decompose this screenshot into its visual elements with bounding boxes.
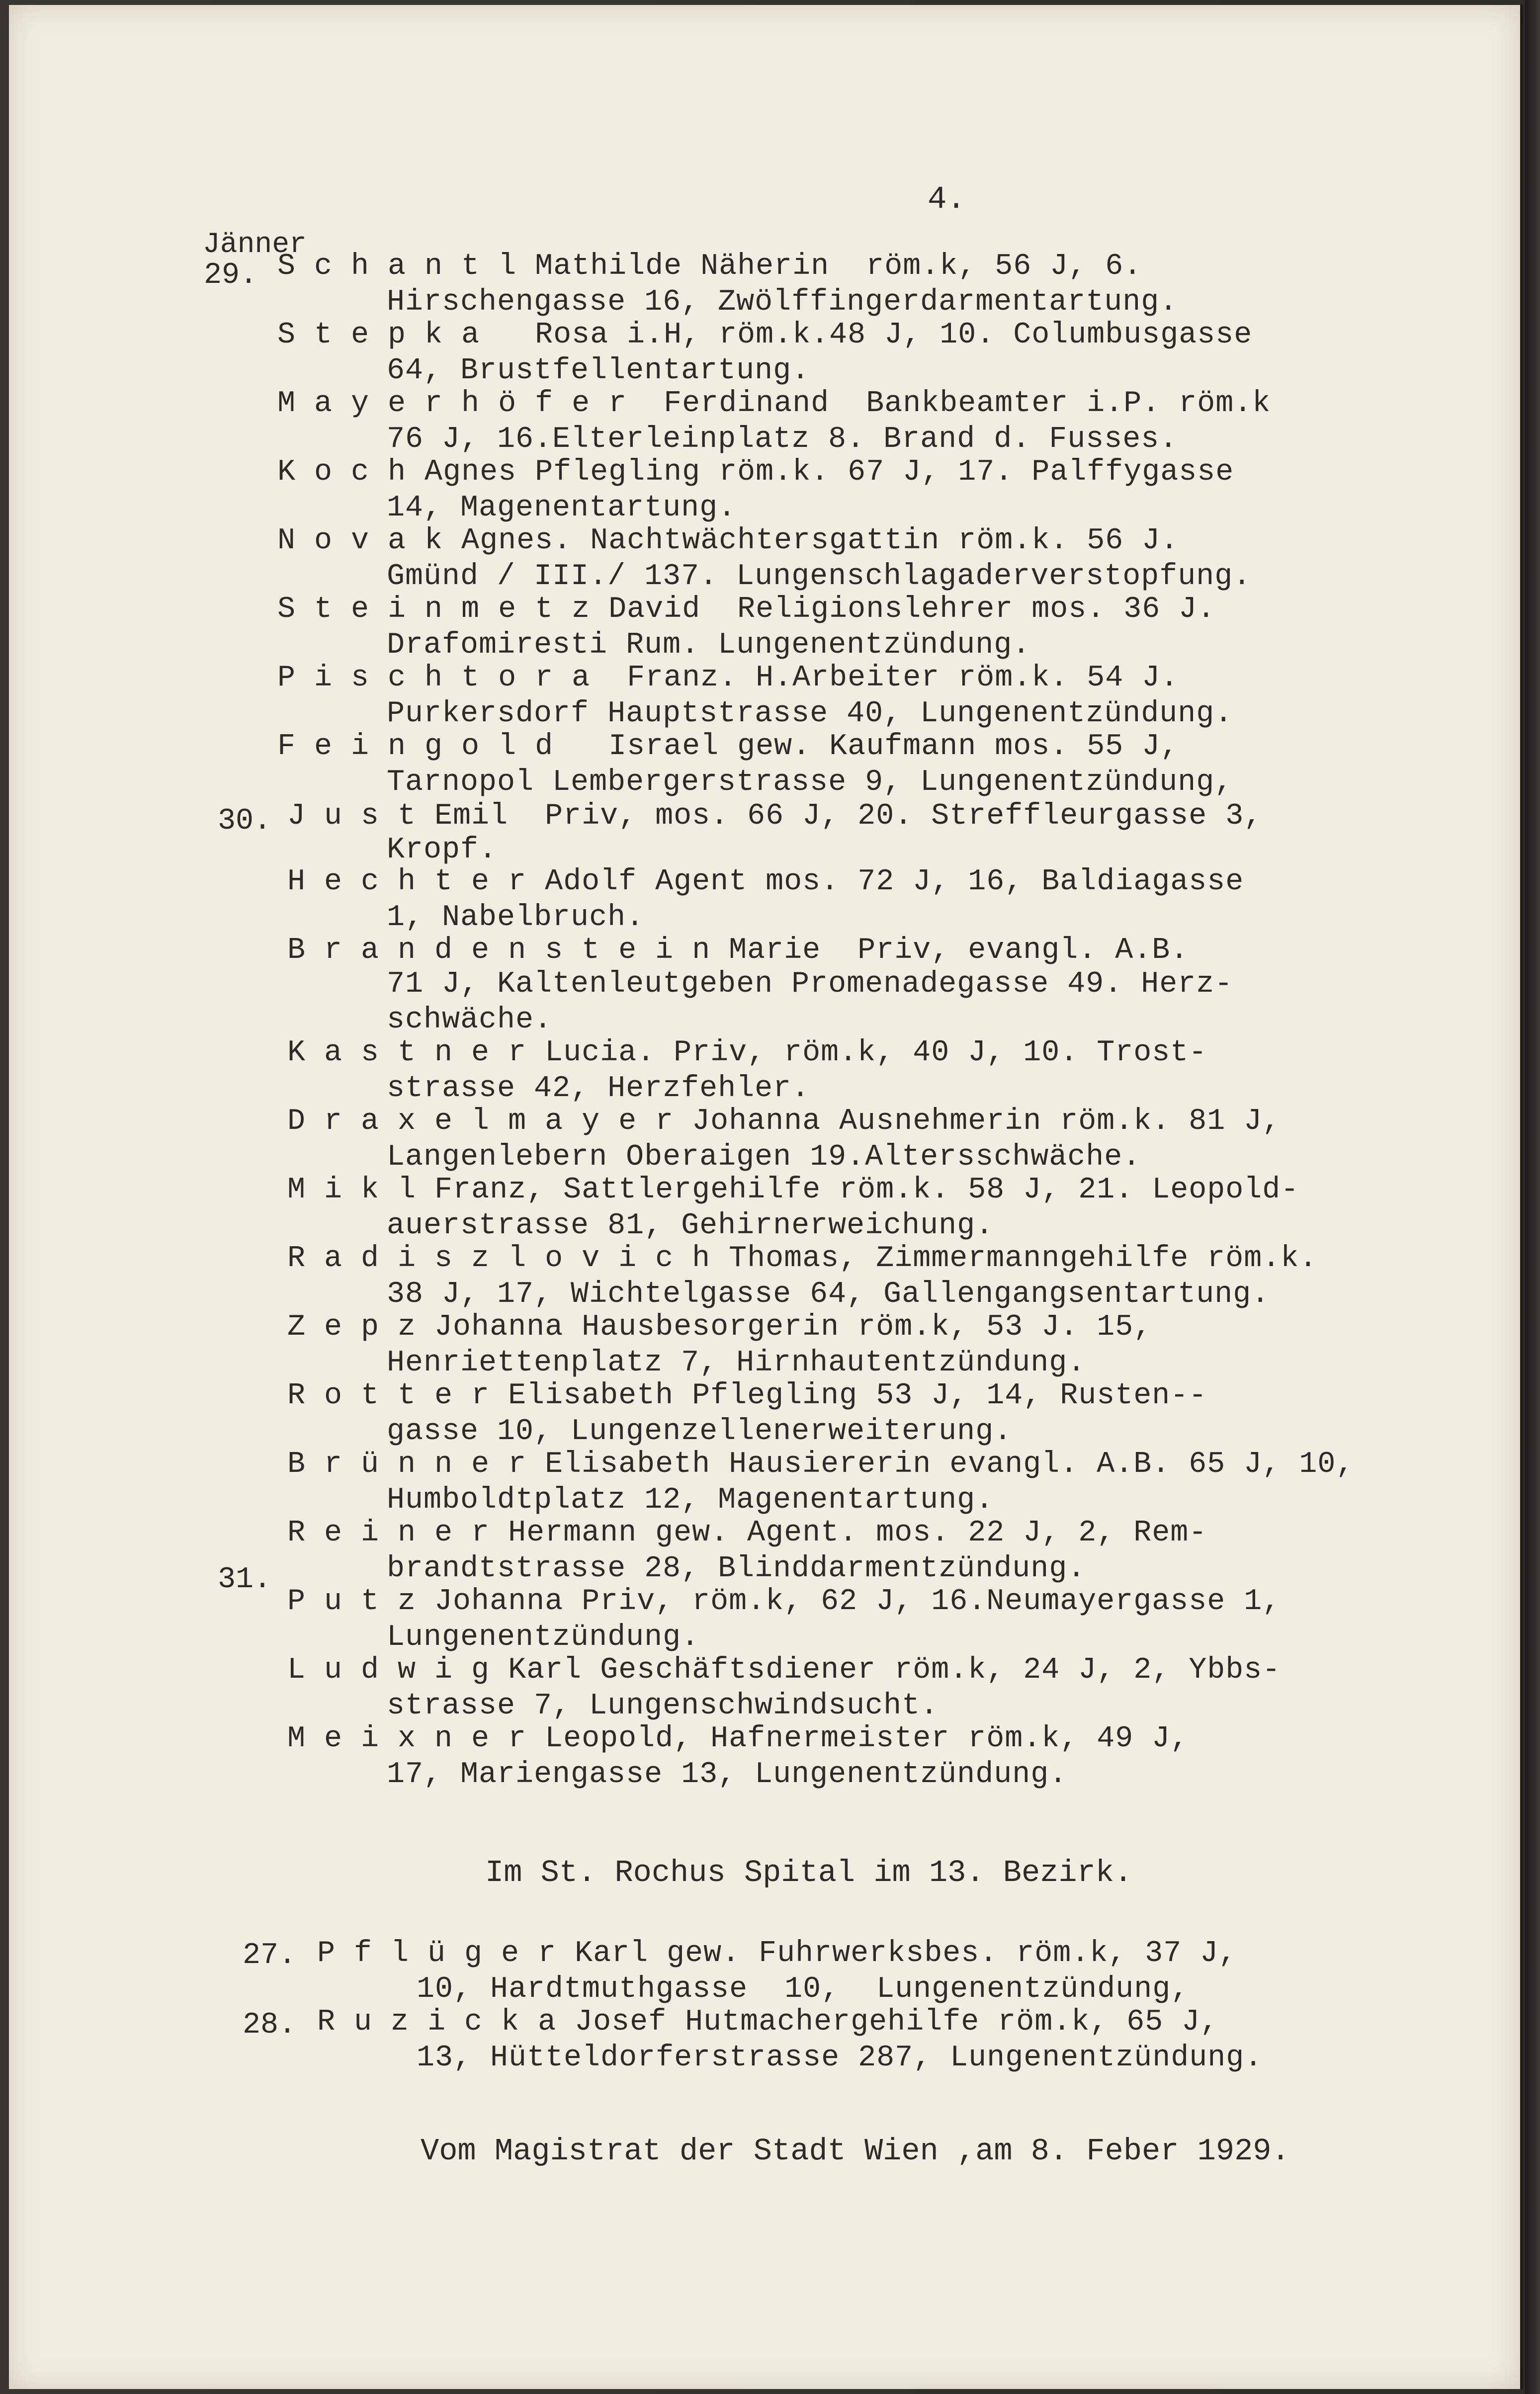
register-line: auerstrasse 81, Gehirnerweichung. (387, 1209, 994, 1243)
register-line: M i k l Franz, Sattlergehilfe röm.k. 58 J, 21. Leopold- (287, 1173, 1299, 1207)
register-line: B r ü n n e r Elisabeth Hausiererin evangl. A.B. 65 J, 10, (287, 1448, 1355, 1481)
section-line: 10, Hardtmuthgasse 10, Lungenentzündung, (417, 1972, 1190, 2006)
section-heading: Im St. Rochus Spital im 13. Bezirk. (485, 1855, 1133, 1890)
register-line: Humboldtplatz 12, Magenentartung. (387, 1483, 994, 1517)
register-line: S t e i n m e t z David Religionslehrer mos. 36 J. (277, 593, 1216, 626)
footer-signature-line: Vom Magistrat der Stadt Wien ,am 8. Feber 1929. (421, 2134, 1290, 2169)
month-label: Jänner (203, 229, 307, 261)
register-line: gasse 10, Lungenzellenerweiterung. (387, 1415, 1013, 1449)
register-line: S c h a n t l Mathilde Näherin röm.k, 56 J, 6. (277, 250, 1142, 283)
register-line: Henriettenplatz 7, Hirnhautentzündung. (387, 1346, 1086, 1380)
register-line: R a d i s z l o v i c h Thomas, Zimmermanngehilfe röm.k. (287, 1242, 1318, 1276)
day-label: 30. (218, 804, 272, 838)
register-line: N o v a k Agnes. Nachtwächtersgattin röm.k. 56 J. (277, 524, 1179, 558)
register-line: P u t z Johanna Priv, röm.k, 62 J, 16.Neumayergasse 1, (287, 1585, 1281, 1619)
register-line: M e i x n e r Leopold, Hafnermeister röm.k, 49 J, (287, 1722, 1189, 1756)
day-label: 31. (218, 1563, 272, 1597)
register-line: J u s t Emil Priv, mos. 66 J, 20. Streffleurgasse 3, (287, 799, 1263, 833)
register-line: Drafomiresti Rum. Lungenentzündung. (387, 628, 1031, 662)
day-label: 27. (243, 1939, 297, 1972)
register-line: K a s t n e r Lucia. Priv, röm.k, 40 J, 10. Trost- (287, 1036, 1207, 1070)
section-line: R u z i c k a Josef Hutmachergehilfe röm.k, 65 J, (317, 2005, 1219, 2039)
register-line: R e i n e r Hermann gew. Agent. mos. 22 J, 2, Rem- (287, 1516, 1207, 1550)
register-line: 17, Mariengasse 13, Lungenentzündung. (387, 1758, 1068, 1792)
page-number: 4. (928, 182, 966, 218)
register-line: K o c h Agnes Pflegling röm.k. 67 J, 17. Palffygasse (277, 455, 1234, 489)
register-line: 1, Nabelbruch. (387, 901, 645, 935)
day-label: 28. (243, 2008, 297, 2042)
register-line: R o t t e r Elisabeth Pflegling 53 J, 14, Rusten-- (287, 1379, 1207, 1413)
register-line: H e c h t e r Adolf Agent mos. 72 J, 16, Baldiagasse (287, 865, 1244, 899)
register-line: L u d w i g Karl Geschäftsdiener röm.k, 24 J, 2, Ybbs- (287, 1653, 1281, 1687)
register-line: B r a n d e n s t e i n Marie Priv, evangl. A.B. (287, 934, 1189, 967)
register-line: schwäche. (387, 1003, 553, 1037)
register-line: Tarnopol Lembergerstrasse 9, Lungenentzündung, (387, 766, 1233, 799)
register-line: 71 J, Kaltenleutgeben Promenadegasse 49. Herz- (387, 967, 1233, 1001)
document-page (9, 5, 1523, 2389)
page-edge (1525, 0, 1540, 2394)
register-line: F e i n g o l d Israel gew. Kaufmann mos. 55 J, (277, 730, 1179, 764)
register-line: D r a x e l m a y e r Johanna Ausnehmerin röm.k. 81 J, (287, 1105, 1281, 1138)
register-line: S t e p k a Rosa i.H, röm.k.48 J, 10. Columbusgasse (277, 318, 1253, 352)
day-label: 29. (204, 258, 258, 292)
register-line: Kropf. (387, 833, 498, 867)
register-line: Purkersdorf Hauptstrasse 40, Lungenentzündung. (387, 697, 1233, 731)
register-line: Lungenentzündung. (387, 1621, 700, 1654)
register-line: 64, Brustfellentartung. (387, 354, 810, 388)
register-line: 76 J, 16.Elterleinplatz 8. Brand d. Fusses. (387, 423, 1178, 456)
section-line: P f l ü g e r Karl gew. Fuhrwerksbes. röm.k, 37 J, (317, 1937, 1237, 1970)
register-line: 14, Magenentartung. (387, 491, 737, 525)
register-line: Z e p z Johanna Hausbesorgerin röm.k, 53 J. 15, (287, 1310, 1152, 1344)
register-line: M a y e r h ö f e r Ferdinand Bankbeamter i.P. röm.k (277, 387, 1271, 421)
register-line: strasse 42, Herzfehler. (387, 1072, 810, 1106)
register-line: Langenlebern Oberaigen 19.Altersschwäche. (387, 1140, 1141, 1174)
register-line: strasse 7, Lungenschwindsucht. (387, 1689, 939, 1723)
register-line: P i s c h t o r a Franz. H.Arbeiter röm.k. 54 J. (277, 661, 1179, 695)
register-line: Gmünd / III./ 137. Lungenschlagaderverstopfung. (387, 560, 1252, 594)
register-line: brandtstrasse 28, Blinddarmentzündung. (387, 1552, 1086, 1586)
register-line: Hirschengasse 16, Zwölffingerdarmentartung. (387, 285, 1178, 319)
section-line: 13, Hütteldorferstrasse 287, Lungenentzündung. (417, 2041, 1263, 2075)
register-line: 38 J, 17, Wichtelgasse 64, Gallengangsentartung. (387, 1278, 1270, 1311)
